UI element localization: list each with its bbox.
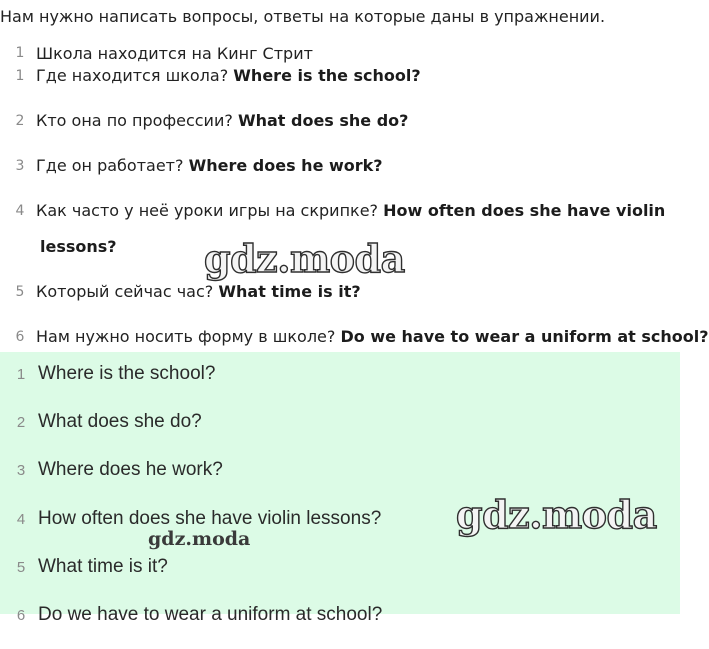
line-number: 1 [15,45,25,61]
question-ru: Где он работает? [36,156,184,175]
watermark-small: gdz.moda [148,528,251,550]
answers-panel [0,352,680,625]
clipped-line [0,44,680,63]
question-ru: Как часто у неё уроки игры на скрипке? [36,201,379,220]
question-ru: Нам нужно носить форму в школе? [36,327,336,346]
answer-text: Where does he work? [38,459,223,480]
answer-number: 3 [16,462,26,479]
answer-text: How often does she have violin lessons? [38,508,382,529]
question-en-continuation: lessons? [40,237,117,256]
question-ru: Где находится школа? [36,66,229,85]
watermark-logo: gdz.moda [204,236,405,281]
answer-text: What time is it? [38,556,168,577]
question-number: 1 [15,68,25,84]
question-en: Where is the school? [233,66,421,85]
question-en: How often does she have violin [383,201,666,220]
question-ru: Кто она по профессии? [36,111,233,130]
question-number: 3 [15,158,25,174]
question-number: 4 [15,203,25,219]
line-text: Школа находится на Кинг Стрит [36,44,313,63]
answer-text: What does she do? [38,411,202,432]
answer-number: 1 [16,366,26,383]
answer-text: Do we have to wear a uniform at school? [38,604,383,625]
question-en: Where does he work? [188,156,383,175]
question-en: What time is it? [218,282,361,301]
question-en: Do we have to wear a uniform at school? [340,327,709,346]
answer-text: Where is the school? [38,363,216,384]
answer-number: 2 [16,414,26,431]
answer-number: 4 [16,511,26,528]
question-number: 2 [15,113,25,129]
intro-text: Нам нужно написать вопросы, ответы на которые даны в упражнении. [0,7,606,26]
question-ru: Который сейчас час? [36,282,214,301]
question-en: What does she do? [237,111,409,130]
watermark-logo: gdz.moda [456,492,657,537]
question-number: 6 [15,329,25,345]
answer-number: 6 [16,607,26,624]
question-number: 5 [15,284,25,300]
answer-number: 5 [16,559,26,576]
